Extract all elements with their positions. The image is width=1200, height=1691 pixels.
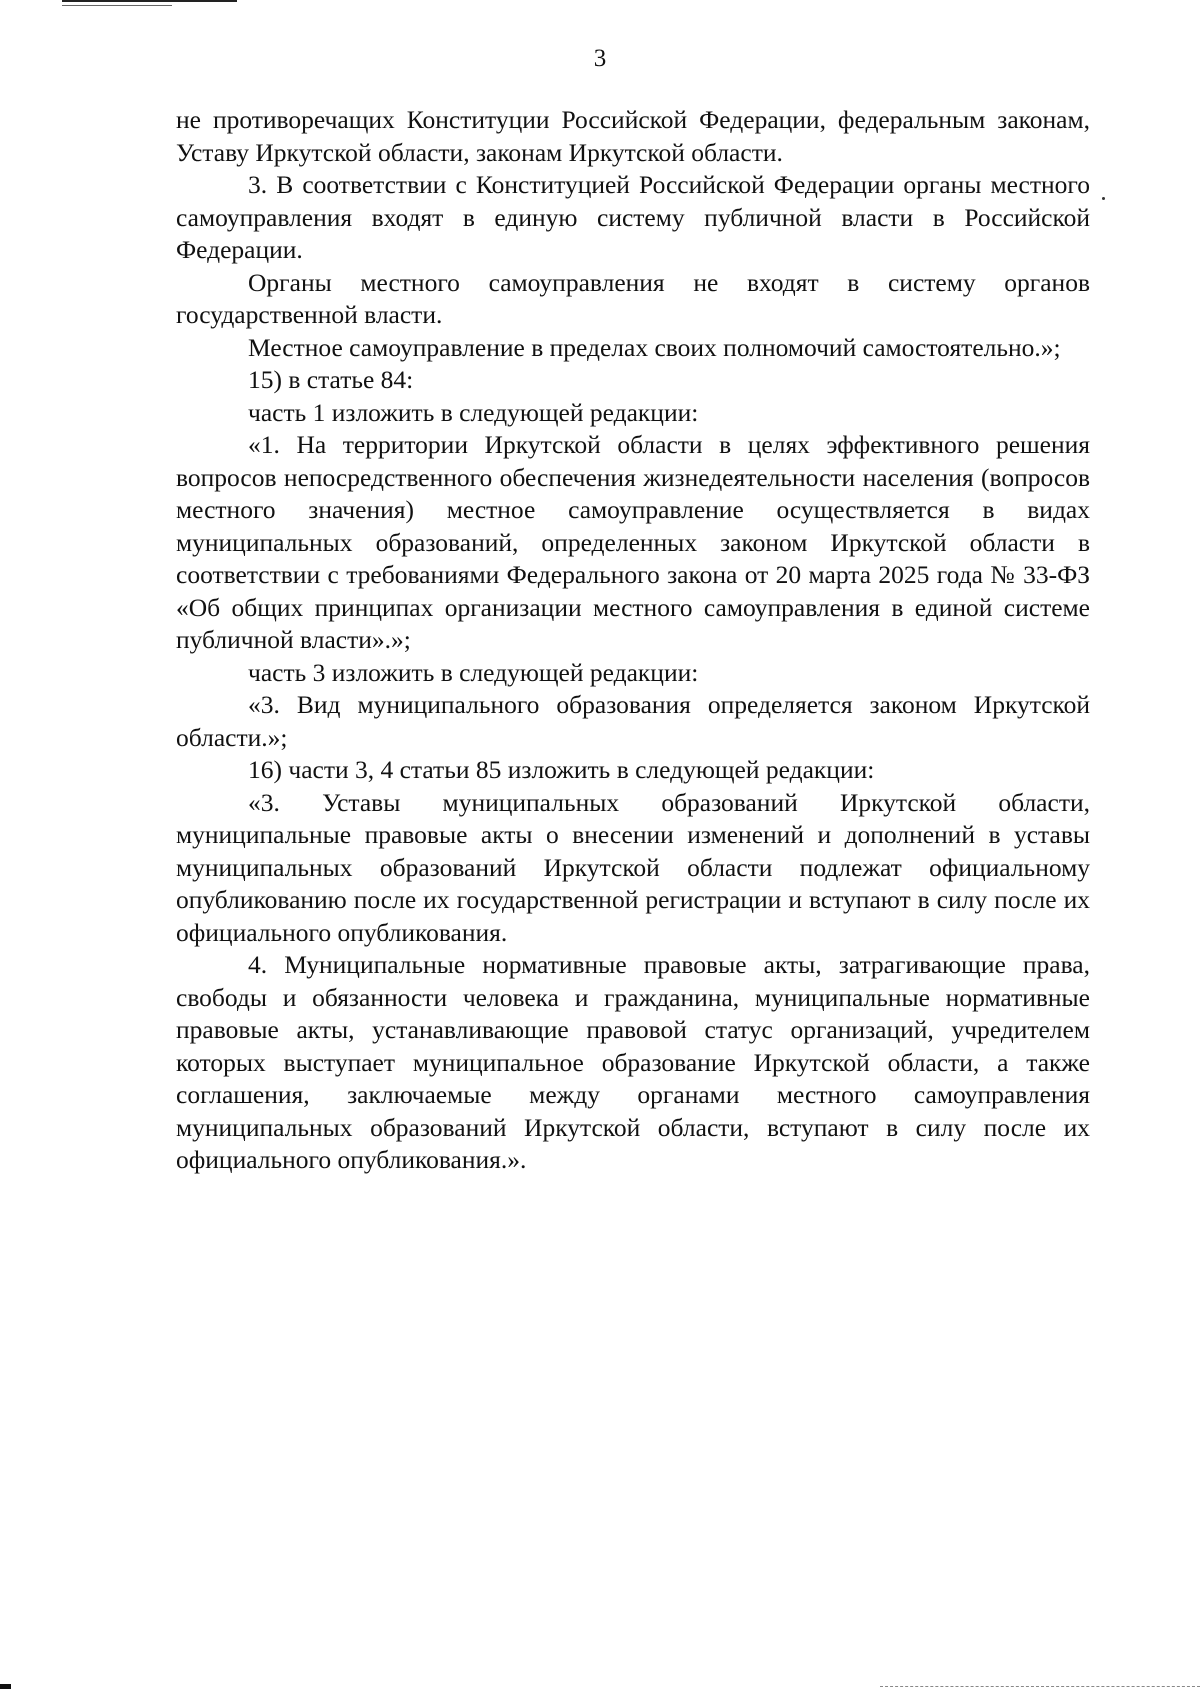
scan-artifact-dot <box>1102 197 1105 200</box>
document-body <box>176 104 1090 1177</box>
scan-artifact-line <box>880 1686 1200 1687</box>
paragraph: «3. Вид муниципального образования определяется законом Иркутской области.»; <box>176 690 1090 752</box>
paragraph: «1. На территории Иркутской области в целях эффективного решения вопросов непосредственного обеспечения жизнедеятельности населения (вопросов местного значения) местное самоуправление осуществляется в видах муниципальных образований, определенных законом Иркутской области в соответствии с требованиями Федерального закона от 20 марта 2025 года № 33-ФЗ «Об общих принципах организации местного самоуправления в единой системе публичной власти».»; <box>176 430 1090 654</box>
paragraph: Органы местного самоуправления не входят в систему органов государственной власти. <box>176 267 1090 329</box>
paragraph: не противоречащих Конституции Российской Федерации, федеральным законам, Уставу Иркутской области, законам Иркутской области. <box>176 105 1090 167</box>
scan-artifact-line <box>62 5 172 6</box>
paragraph: 15) в статье 84: <box>248 365 414 394</box>
paragraph: «3. Уставы муниципальных образований Иркутской области, муниципальные правовые акты о внесении изменений и дополнений в уставы муниципальных образований Иркутской области подлежат официальному опубликованию после их государственной регистрации и вступают в силу после их официального опубликования. <box>176 787 1090 947</box>
scan-artifact-mark <box>0 1684 11 1689</box>
paragraph: 16) части 3, 4 статьи 85 изложить в следующей редакции: <box>248 755 875 784</box>
paragraph: часть 3 изложить в следующей редакции: <box>248 657 699 687</box>
paragraph: часть 1 изложить в следующей редакции: <box>248 397 699 427</box>
paragraph: 3. В соответствии с Конституцией Российской Федерации органы местного самоуправления входят в единую систему публичной власти в Российской Федерации. <box>176 170 1090 264</box>
page-number: 3 <box>593 45 607 72</box>
scan-artifact-line <box>62 0 237 2</box>
paragraph: Местное самоуправление в пределах своих полномочий самостоятельно.»; <box>248 332 1061 362</box>
paragraph: 4. Муниципальные нормативные правовые акты, затрагивающие права, свободы и обязанности человека и гражданина, муниципальные нормативные правовые акты, устанавливающие правовой статус организаций, учредителем которых выступает муниципальное образование Иркутской области, а также соглашения, заключаемые между органами местного самоуправления муниципальных образований Иркутской области, вступают в силу после их официального опубликования.». <box>176 950 1090 1174</box>
